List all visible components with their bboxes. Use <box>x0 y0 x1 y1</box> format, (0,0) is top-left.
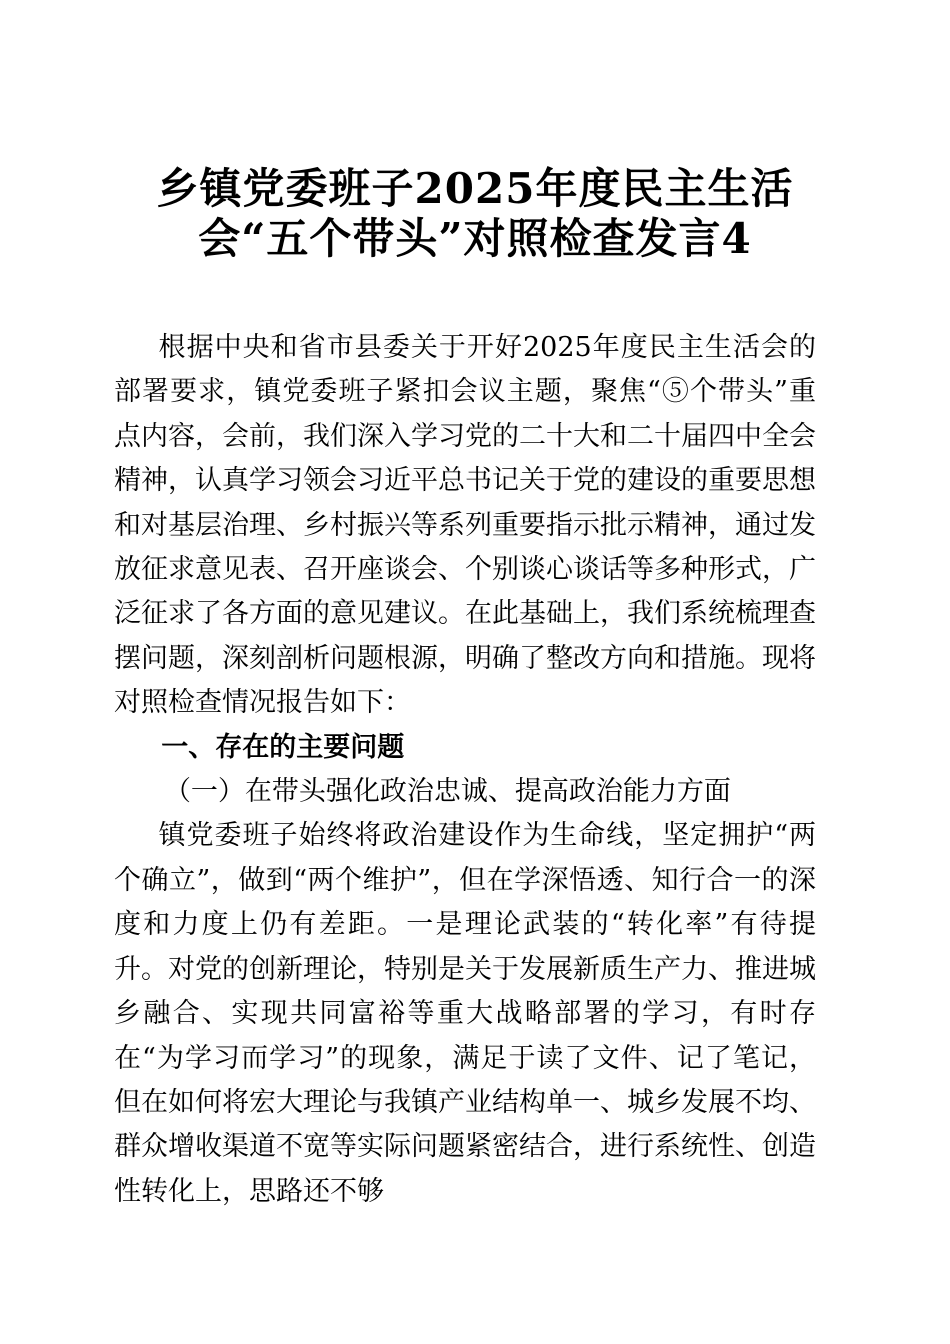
subsection-heading-political-loyalty: （一）在带头强化政治忠诚、提高政治能力方面 <box>163 776 731 808</box>
section-heading-main-problems: 一、存在的主要问题 <box>161 731 405 763</box>
document-title <box>0 164 950 264</box>
intro-paragraph: 根据中央和省市县委关于开好2025年度民主生活会的部署要求，镇党委班子紧扣会议主题，聚焦“⑤个带头”重点内容，会前，我们深入学习党的二十大和二十届四中全会精神，认真学习领会习近平总书记关于党的建设的重要思想和对基层治理、乡村振兴等系列重要指示批示精神，通过发放征求意见表、召开座谈会、个别谈心谈话等多种形式，广泛征求了各方面的意见建议。在此基础上，我们系统梳理查摆问题，深刻剖析问题根源，明确了整改方向和措施。现将对照检查情况报告如下： <box>114 332 816 719</box>
document-title-line-2: 会“五个带头”对照检查发言4 <box>198 214 752 263</box>
subsection-paragraph-political-loyalty: 镇党委班子始终将政治建设作为生命线，坚定拥护“两个确立”，做到“两个维护”，但在学深悟透、知行合一的深度和力度上仍有差距。一是理论武装的“转化率”有待提升。对党的创新理论，特别是关于发展新质生产力、推进城乡融合、实现共同富裕等重大战略部署的学习，有时存在“为学习而学习”的现象，满足于读了文件、记了笔记，但在如何将宏大理论与我镇产业结构单一、城乡发展不均、群众增收渠道不宽等实际问题紧密结合，进行系统性、创造性转化上，思路还不够 <box>114 820 816 1207</box>
document-body <box>114 326 816 1214</box>
document-title-line-1: 乡镇党委班子2025年度民主生活 <box>156 164 794 213</box>
